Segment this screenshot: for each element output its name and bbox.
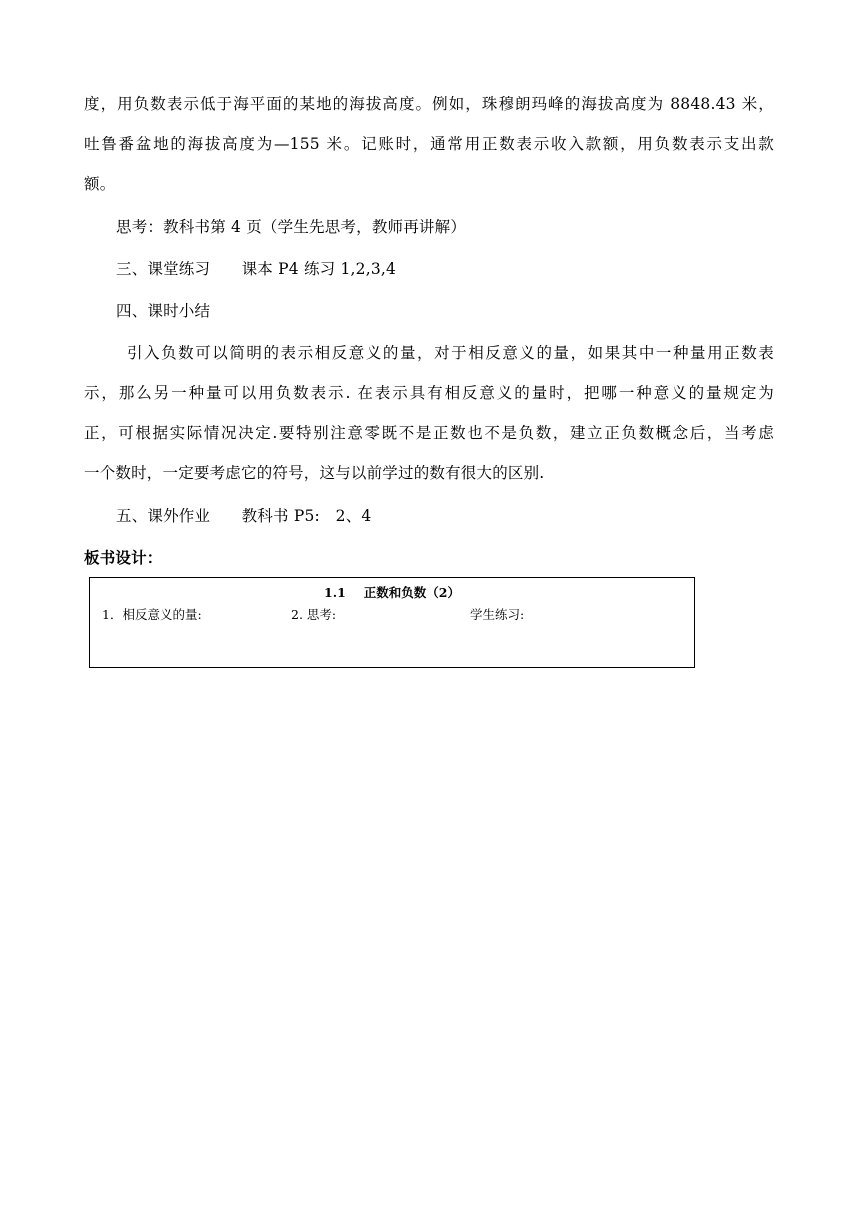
summary-line: 引入负数可以简明的表示相反意义的量，对于相反意义的量，如果其中一种量用正数表 [127,344,774,362]
board-design-box [89,577,695,668]
board-title [90,585,694,601]
paragraph-line: 吐鲁番盆地的海拔高度为—155 米。记账时，通常用正数表示收入款额，用负数表示支出款 [84,135,774,153]
board-title-text: 正数和负数（2） [363,585,460,600]
summary-line: 正，可根据实际情况决定.要特别注意零既不是正数也不是负数，建立正负数概念后，当考虑 [84,424,774,442]
section-lesson-summary: 四、课时小结 [116,302,211,320]
paragraph-line: 度，用负数表示低于海平面的某地的海拔高度。例如，珠穆朗玛峰的海拔高度为 8848.43 米， [84,95,774,113]
paragraph-line: 额。 [84,175,116,193]
board-item-think: 2. 思考: [291,607,337,622]
board-item-student-practice: 学生练习: [470,607,525,622]
section-homework: 五、课外作业 教科书 P5: 2、4 [116,507,372,525]
summary-line: 一个数时，一定要考虑它的符号，这与以前学过的数有很大的区别. [84,464,545,482]
think-line: 思考：教科书第 4 页（学生先思考，教师再讲解） [116,218,467,236]
summary-line: 示，那么另一种量可以用负数表示. 在表示具有相反意义的量时，把哪一种意义的量规定为 [84,384,774,402]
board-item-opposite-quantities: 1．相反意义的量: [102,607,202,622]
board-design-heading: 板书设计： [84,549,163,567]
board-title-number: 1.1 [324,585,346,600]
section-classroom-practice: 三、课堂练习 课本 P4 练习 1,2,3,4 [116,260,397,278]
